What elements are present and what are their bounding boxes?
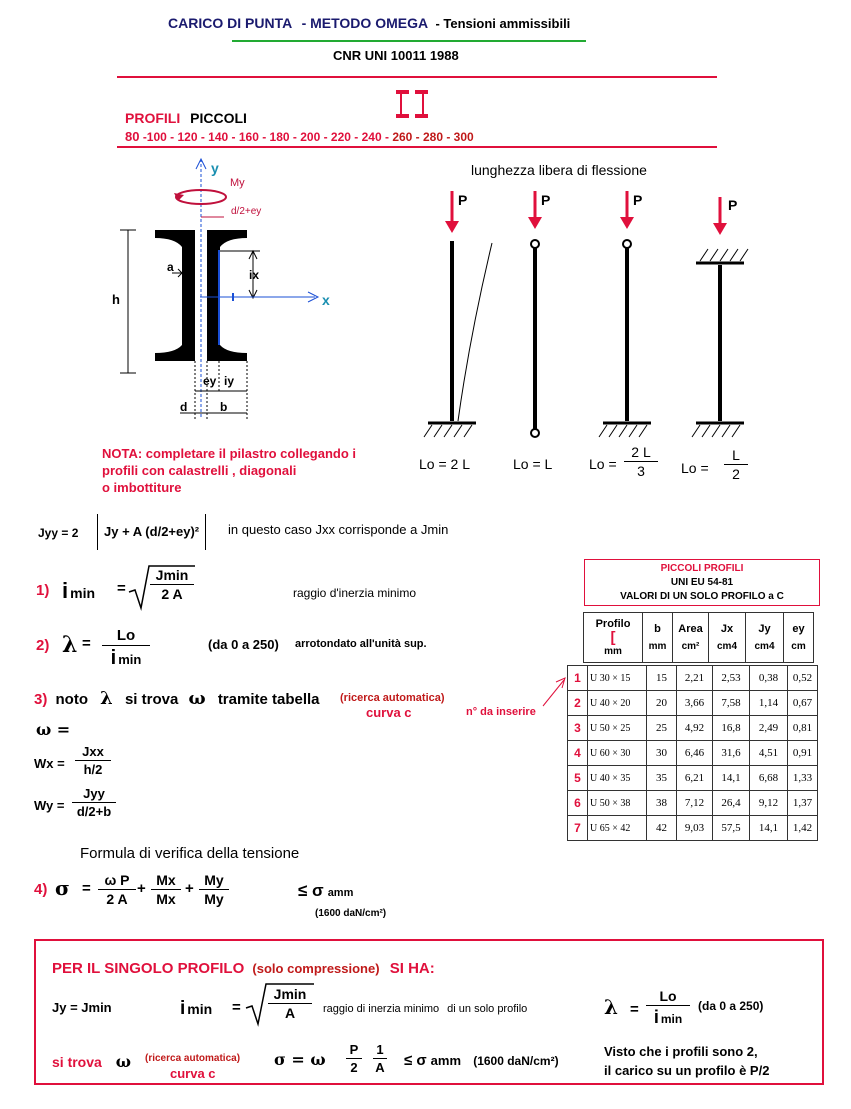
iy-label: iy xyxy=(224,374,235,388)
wx-lhs: Wx = xyxy=(34,756,65,771)
a-label: a xyxy=(167,260,174,274)
profile-name: U 60 × 30 xyxy=(588,741,647,766)
sigma-amm: ≤ σ amm xyxy=(298,881,354,900)
step-4: 4) xyxy=(34,881,48,898)
cell-jy: 9,12 xyxy=(750,791,788,816)
imin-symbol: imin xyxy=(62,578,96,603)
note-text: NOTA: completare il pilastro collegando i profili con calastrelli , diagonali o imbottiture xyxy=(102,446,357,495)
profile-sizes: 80 -100 - 120 - 140 - 160 - 180 - 200 - 220 - 240 - 260 - 280 - 300 xyxy=(125,129,474,144)
wx-fraction: Jxx h/2 xyxy=(75,744,111,777)
single-curva: curva c xyxy=(170,1066,216,1081)
profile-name: U 40 × 20 xyxy=(588,691,647,716)
cell-jy: 2,49 xyxy=(750,716,788,741)
imin-fraction: Jmin 2 A xyxy=(150,567,194,602)
green-underline xyxy=(232,40,586,42)
cell-b: 15 xyxy=(647,666,677,691)
row-number: 5 xyxy=(568,766,588,791)
amm-value: (1600 daN/cm²) xyxy=(315,908,387,919)
single-imin-desc: raggio di inerzia minimo di un solo profilo xyxy=(323,1003,528,1015)
cell-jy: 4,51 xyxy=(750,741,788,766)
cell-jx: 16,8 xyxy=(713,716,750,741)
cell-ey: 1,37 xyxy=(788,791,818,816)
arrow-label: n° da inserire xyxy=(466,706,536,718)
header-divider xyxy=(117,76,717,78)
table-row xyxy=(568,766,818,791)
cell-b: 42 xyxy=(647,816,677,841)
cell-area: 6,46 xyxy=(677,741,713,766)
row-number: 4 xyxy=(568,741,588,766)
hdr-jy: Jy cm4 xyxy=(746,613,784,663)
sigma-symbol: σ xyxy=(55,876,70,900)
ricerca-note: (ricerca automatica) xyxy=(340,692,445,704)
load-p-2: P xyxy=(541,192,551,208)
mx-fraction: Mx Mx xyxy=(151,872,181,907)
profile-name: U 65 × 42 xyxy=(588,816,647,841)
my-label: My xyxy=(230,177,245,189)
plus-1: + xyxy=(137,880,146,897)
single-title: PER IL SINGOLO PROFILO (solo compressione) SI HA: xyxy=(52,960,435,977)
table-row xyxy=(568,691,818,716)
step-3-line: 3) noto λ si trova ω tramite tabella xyxy=(34,688,320,709)
cell-ey: 0,67 xyxy=(788,691,818,716)
cell-area: 4,92 xyxy=(677,716,713,741)
lambda-desc: arrotondato all'unità sup. xyxy=(295,638,427,650)
cell-ey: 1,33 xyxy=(788,766,818,791)
table-row xyxy=(568,816,818,841)
single-imin-fraction: Jmin A xyxy=(268,986,312,1021)
cell-jy: 6,68 xyxy=(750,766,788,791)
cell-area: 3,66 xyxy=(677,691,713,716)
cell-b: 38 xyxy=(647,791,677,816)
cell-jx: 2,53 xyxy=(713,666,750,691)
profiles-divider xyxy=(117,146,717,148)
cell-jx: 31,6 xyxy=(713,741,750,766)
jyy-note: in questo caso Jxx corrisponde a Jmin xyxy=(228,522,449,537)
case-4-label: Lo = xyxy=(681,460,709,476)
d2ey-label: d/2+ey xyxy=(231,206,262,217)
row-number: 3 xyxy=(568,716,588,741)
row-number: 1 xyxy=(568,666,588,691)
profile-name: U 50 × 38 xyxy=(588,791,647,816)
single-imin: i min xyxy=(180,998,213,1019)
single-p-fraction: P 2 xyxy=(346,1042,362,1075)
single-sigma: σ = ω xyxy=(274,1050,326,1069)
cell-ey: 1,42 xyxy=(788,816,818,841)
norm-label: CNR UNI 10011 1988 xyxy=(333,48,459,63)
my-fraction: My My xyxy=(199,872,229,907)
table-row xyxy=(568,791,818,816)
jyy-body: Jy + A (d/2+ey)² xyxy=(97,514,206,550)
cell-area: 6,21 xyxy=(677,766,713,791)
profile-name: U 50 × 25 xyxy=(588,716,647,741)
case-4-fraction: L 2 xyxy=(724,447,748,482)
curva-c: curva c xyxy=(366,705,412,720)
arrow-to-row-1 xyxy=(540,672,570,712)
ey-label: ey xyxy=(203,374,217,388)
wy-lhs: Wy = xyxy=(34,798,65,813)
row-number: 2 xyxy=(568,691,588,716)
single-si-trova: si trova ω xyxy=(52,1052,131,1071)
cell-area: 9,03 xyxy=(677,816,713,841)
cell-ey: 0,81 xyxy=(788,716,818,741)
imin-eq: = xyxy=(117,580,126,597)
table-header-row xyxy=(584,613,814,663)
imin-desc: raggio d'inerzia minimo xyxy=(293,586,417,600)
verifica-title: Formula di verifica della tensione xyxy=(80,845,300,862)
cell-jy: 1,14 xyxy=(750,691,788,716)
lambda-range: (da 0 a 250) xyxy=(208,637,279,652)
single-range: (da 0 a 250) xyxy=(698,999,764,1013)
single-jy-eq: Jy = Jmin xyxy=(52,1000,112,1015)
profiles-table xyxy=(583,612,814,663)
cell-b: 35 xyxy=(647,766,677,791)
table-title: PICCOLI PROFILI UNI EU 54-81 VALORI DI UN SOLO PROFILO a C xyxy=(584,559,820,606)
load-p-4: P xyxy=(728,197,738,213)
plus-2: + xyxy=(185,880,194,897)
jyy-lhs: Jyy = 2 xyxy=(38,526,79,540)
hdr-profilo: Profilo [ mm xyxy=(584,613,643,663)
wy-fraction: Jyy d/2+b xyxy=(72,786,116,819)
row-number: 6 xyxy=(568,791,588,816)
cell-jx: 7,58 xyxy=(713,691,750,716)
cell-b: 30 xyxy=(647,741,677,766)
header-title: CARICO DI PUNTA - METODO OMEGA - Tensioni ammissibili xyxy=(168,15,571,31)
load-p-3: P xyxy=(633,192,643,208)
profiles-data-table xyxy=(567,665,818,841)
single-lambda-fraction: Lo imin xyxy=(646,988,690,1028)
case-3-label: Lo = xyxy=(589,456,617,472)
hdr-b: b mm xyxy=(643,613,673,663)
row-number: 7 xyxy=(568,816,588,841)
buckling-title: lunghezza libera di flessione xyxy=(471,162,647,178)
table-row xyxy=(568,741,818,766)
profiles-label: PROFILI PICCOLI xyxy=(125,110,247,126)
cell-jx: 14,1 xyxy=(713,766,750,791)
single-eq: = xyxy=(232,999,241,1016)
h-label: h xyxy=(112,292,120,307)
hdr-ey: ey cm xyxy=(784,613,814,663)
cell-jy: 0,38 xyxy=(750,666,788,691)
axis-x-label: x xyxy=(322,292,330,308)
case-2-label: Lo = L xyxy=(513,456,553,472)
step-1: 1) xyxy=(36,582,50,599)
single-amm: ≤ σ amm (1600 daN/cm²) xyxy=(404,1052,559,1069)
omega-eq: ω = xyxy=(36,720,71,739)
op-fraction: ω P 2 A xyxy=(98,872,136,907)
sigma-eq: = xyxy=(82,880,91,897)
case-3-fraction: 2 L 3 xyxy=(624,444,658,479)
cell-jx: 57,5 xyxy=(713,816,750,841)
single-lambda: λ = xyxy=(604,995,639,1019)
hdr-area: Area cm² xyxy=(673,613,709,663)
cell-jx: 26,4 xyxy=(713,791,750,816)
cell-b: 20 xyxy=(647,691,677,716)
cell-jy: 14,1 xyxy=(750,816,788,841)
d-label: d xyxy=(180,400,188,414)
lambda-symbol: λ xyxy=(62,632,78,658)
cell-area: 7,12 xyxy=(677,791,713,816)
cell-ey: 0,52 xyxy=(788,666,818,691)
step-2: 2) xyxy=(36,637,50,654)
lambda-eq: = xyxy=(82,635,91,652)
single-one-fraction: 1 A xyxy=(373,1042,387,1075)
profile-name: U 40 × 35 xyxy=(588,766,647,791)
hdr-jx: Jx cm4 xyxy=(709,613,746,663)
load-p-1: P xyxy=(458,192,468,208)
axis-y-label: y xyxy=(211,160,219,176)
single-visto: Visto che i profili sono 2, il carico su un profilo è P/2 xyxy=(604,1044,770,1078)
cell-ey: 0,91 xyxy=(788,741,818,766)
cell-area: 2,21 xyxy=(677,666,713,691)
double-channel-icon xyxy=(392,86,432,122)
lambda-fraction: Lo imin xyxy=(102,627,150,670)
single-ricerca: (ricerca automatica) xyxy=(145,1053,241,1064)
ix-label: ix xyxy=(249,268,260,282)
table-row xyxy=(568,716,818,741)
b-label: b xyxy=(220,400,228,414)
profile-name: U 30 × 15 xyxy=(588,666,647,691)
buckling-diagram xyxy=(400,185,780,445)
cell-b: 25 xyxy=(647,716,677,741)
table-row xyxy=(568,666,818,691)
case-1-label: Lo = 2 L xyxy=(419,456,470,472)
